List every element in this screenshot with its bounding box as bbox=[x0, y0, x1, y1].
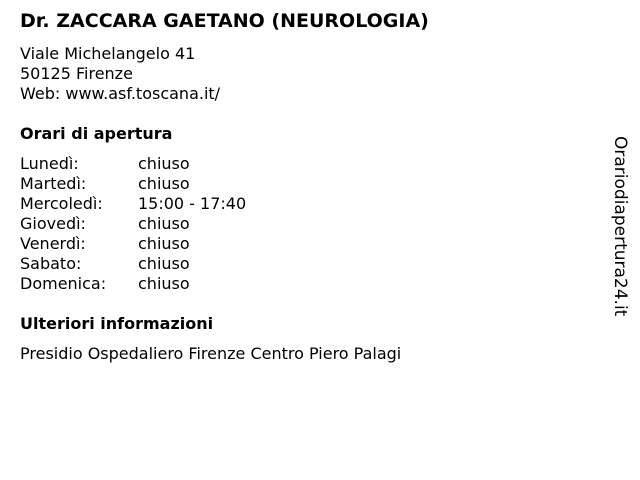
address-web[interactable]: Web: www.asf.toscana.it/ bbox=[20, 84, 221, 103]
address-street: Viale Michelangelo 41 bbox=[20, 44, 196, 63]
hours-row-monday bbox=[20, 154, 246, 174]
hours-row-tuesday bbox=[20, 174, 246, 194]
hours-row-friday bbox=[20, 234, 246, 254]
hours-time: chiuso bbox=[138, 274, 190, 293]
hours-day: Giovedì: bbox=[20, 214, 86, 233]
hours-day: Venerdì: bbox=[20, 234, 86, 253]
address-city: 50125 Firenze bbox=[20, 64, 133, 83]
hours-day: Mercoledì: bbox=[20, 194, 103, 213]
hours-time: chiuso bbox=[138, 254, 190, 273]
hours-time: chiuso bbox=[138, 234, 190, 253]
hours-row-wednesday bbox=[20, 194, 246, 214]
hours-time: chiuso bbox=[138, 214, 190, 233]
hours-heading: Orari di apertura bbox=[20, 124, 173, 143]
hours-time: chiuso bbox=[138, 154, 190, 173]
hours-day: Domenica: bbox=[20, 274, 107, 293]
address-block bbox=[20, 44, 220, 104]
hours-day: Sabato: bbox=[20, 254, 82, 273]
site-watermark: Orariodiapertura24.it bbox=[610, 136, 630, 317]
hours-row-thursday bbox=[20, 214, 246, 234]
info-heading: Ulteriori informazioni bbox=[20, 314, 214, 333]
hours-day: Lunedì: bbox=[20, 154, 79, 173]
opening-hours-table bbox=[20, 154, 246, 294]
info-text: Presidio Ospedaliero Firenze Centro Piero Palagi bbox=[20, 344, 402, 363]
hours-time: chiuso bbox=[138, 174, 190, 193]
hours-time: 15:00 - 17:40 bbox=[138, 194, 247, 213]
hours-row-saturday bbox=[20, 254, 246, 274]
hours-row-sunday bbox=[20, 274, 246, 294]
page-title: Dr. ZACCARA GAETANO (NEUROLOGIA) bbox=[20, 10, 429, 32]
hours-day: Martedì: bbox=[20, 174, 87, 193]
